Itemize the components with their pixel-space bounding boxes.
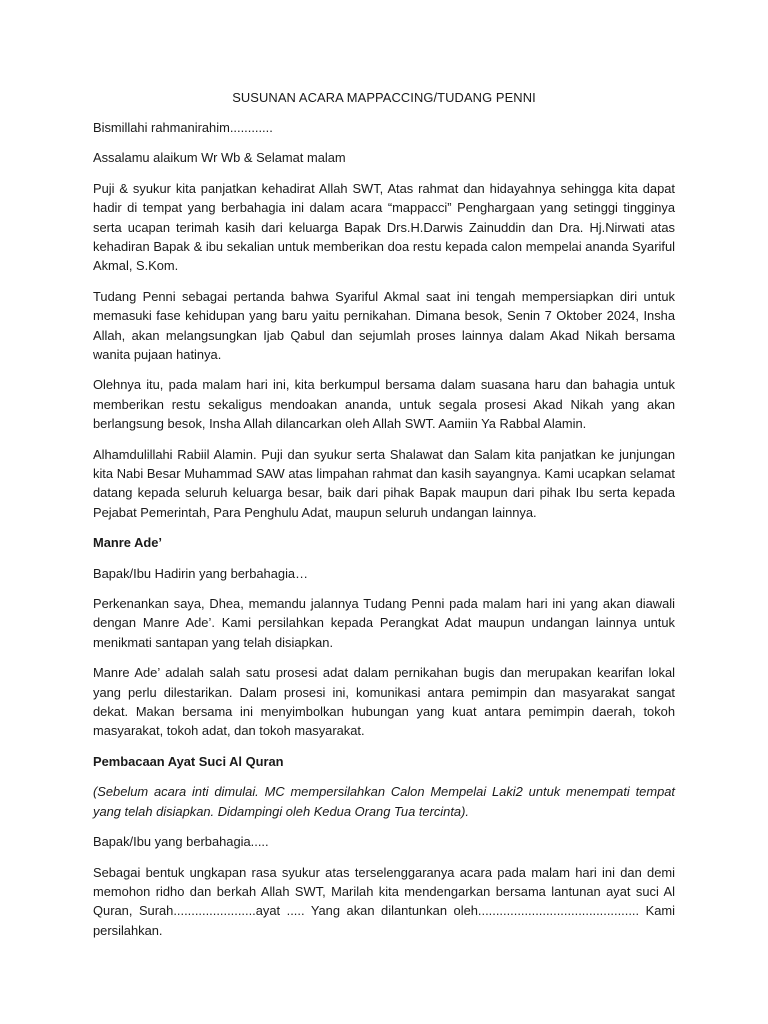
manre-ade-heading: Manre Ade’ <box>93 535 163 551</box>
document-page <box>93 88 675 951</box>
opening-paragraph-2: Tudang Penni sebagai pertanda bahwa Syariful Akmal saat ini tengah mempersiapkan diri untuk memasuki fase kehidupan yang baru yaitu pernikahan. Dimana besok, Senin 7 Oktober 2024, Insha Allah, akan melangsungkan Ijab Qabul dan sejumlah proses lainnya dalam Akad Nikah bersama wanita pujaan hatinya. <box>93 288 675 362</box>
quran-paragraph-1: Sebagai bentuk ungkapan rasa syukur atas terselenggaranya acara pada malam hari ini dan demi memohon ridho dan berkah Allah SWT, Marilah kita mendengarkan bersama lantunan ayat suci Al Quran, Surah.......................ayat ..... Yang akan dilantunkan oleh............................................. Kami persilahkan. <box>93 864 675 938</box>
quran-address: Bapak/Ibu yang berbahagia..... <box>93 834 269 850</box>
document-title: SUSUNAN ACARA MAPPACCING/TUDANG PENNI <box>232 90 536 105</box>
opening-paragraph-3: Olehnya itu, pada malam hari ini, kita berkumpul bersama dalam suasana haru dan bahagia untuk memberikan restu sekaligus mendoakan ananda, untuk segala prosesi Akad Nikah yang akan berlangsung besok, Insha Allah dilancarkan oleh Allah SWT. Aamiin Ya Rabbal Alamin. <box>93 377 675 432</box>
quran-stage-note: (Sebelum acara inti dimulai. MC mempersilahkan Calon Mempelai Laki2 untuk menempati tempat yang telah disiapkan. Didampingi oleh Kedua Orang Tua tercinta). <box>93 784 675 819</box>
bismillah-line: Bismillahi rahmanirahim............ <box>93 119 273 135</box>
manre-ade-address: Bapak/Ibu Hadirin yang berbahagia… <box>93 565 308 581</box>
greeting-line: Assalamu alaikum Wr Wb & Selamat malam <box>93 150 346 166</box>
quran-heading: Pembacaan Ayat Suci Al Quran <box>93 753 284 769</box>
opening-paragraph-1: Puji & syukur kita panjatkan kehadirat Allah SWT, Atas rahmat dan hidayahnya sehingga kita dapat hadir di tempat yang berbahagia ini dalam acara “mappacci” Penghargaan yang setinggi tingginya serta ucapan terimah kasih dari keluarga Bapak Drs.H.Darwis Zainuddin dan Dra. Hj.Nirwati atas kehadiran Bapak & ibu sekalian untuk memberikan doa restu kepada calon mempelai ananda Syariful Akmal, S.Kom. <box>93 180 675 274</box>
manre-ade-paragraph-1: Perkenankan saya, Dhea, memandu jalannya Tudang Penni pada malam hari ini yang akan diawali dengan Manre Ade’. Kami persilahkan kepada Perangkat Adat maupun undangan lainnya untuk menikmati santapan yang telah disiapkan. <box>93 596 675 650</box>
manre-ade-paragraph-2: Manre Ade’ adalah salah satu prosesi adat dalam pernikahan bugis dan merupakan kearifan lokal yang perlu dilestarikan. Dalam prosesi ini, komunikasi antara pemimpin dan masyarakat sangat dekat. Makan bersama ini menyimbolkan hubungan yang kuat antara pemimpin daerah, tokoh masyarakat, tokoh adat, dan tokoh masyarakat. <box>93 665 675 739</box>
opening-paragraph-4: Alhamdulillahi Rabiil Alamin. Puji dan syukur serta Shalawat dan Salam kita panjatkan ke junjungan kita Nabi Besar Muhammad SAW atas limpahan rahmat dan kasih sayangnya. Kami ucapkan selamat datang kepada seluruh keluarga besar, baik dari pihak Bapak maupun dari pihak Ibu serta kepada Pejabat Pemerintah, Para Penghulu Adat, maupun seluruh undangan lainnya. <box>93 446 675 520</box>
